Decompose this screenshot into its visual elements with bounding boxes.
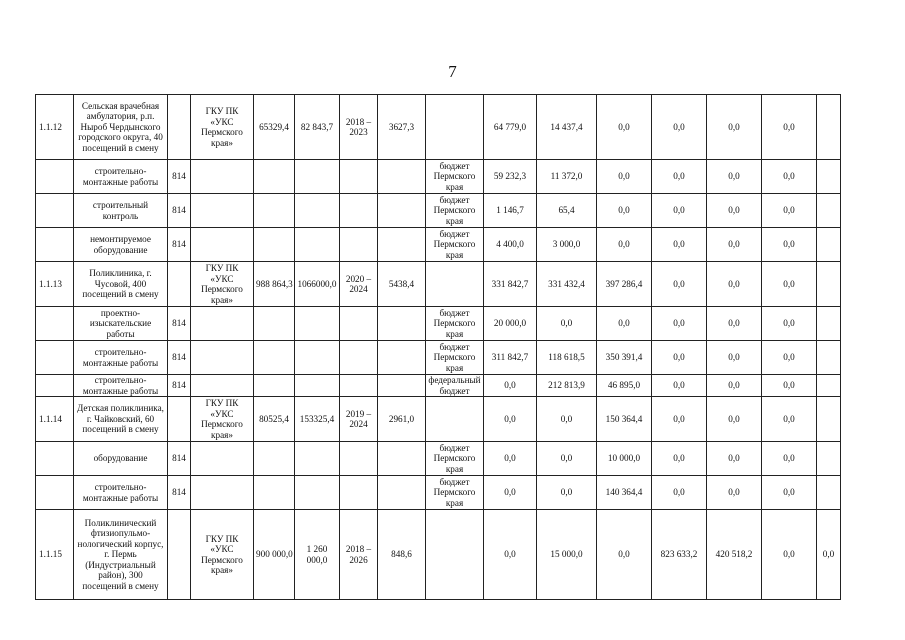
value-2: 11 372,0 bbox=[537, 160, 597, 194]
value-7 bbox=[817, 95, 841, 160]
customer bbox=[191, 194, 254, 228]
table-row bbox=[36, 95, 841, 160]
table-row bbox=[36, 341, 841, 375]
value-7 bbox=[817, 160, 841, 194]
table-row bbox=[36, 510, 841, 600]
value-6: 0,0 bbox=[762, 341, 817, 375]
value-7 bbox=[817, 307, 841, 341]
value-3: 10 000,0 bbox=[597, 442, 652, 476]
period bbox=[340, 194, 378, 228]
customer: ГКУ ПК «УКС Пермского края» bbox=[191, 510, 254, 600]
period bbox=[340, 375, 378, 397]
value-6: 0,0 bbox=[762, 397, 817, 442]
customer: ГКУ ПК «УКС Пермского края» bbox=[191, 262, 254, 307]
value-2: 14 437,4 bbox=[537, 95, 597, 160]
estimated-cost: 900 000,0 bbox=[254, 510, 295, 600]
object-name: Сельская врачебная амбулатория, р.п. Ныроб Чердынского городского округа, 40 посещений в смену bbox=[74, 95, 168, 160]
funding-source bbox=[426, 510, 484, 600]
value-5: 420 518,2 bbox=[707, 510, 762, 600]
table-row bbox=[36, 442, 841, 476]
investment-table bbox=[35, 94, 841, 600]
funding-source bbox=[426, 262, 484, 307]
row-code bbox=[36, 341, 74, 375]
area bbox=[378, 476, 426, 510]
object-name: Поликлиника, г. Чусовой, 400 посещений в смену bbox=[74, 262, 168, 307]
value-6: 0,0 bbox=[762, 442, 817, 476]
row-code bbox=[36, 194, 74, 228]
value-5: 0,0 bbox=[707, 160, 762, 194]
customer bbox=[191, 307, 254, 341]
object-name: строительно-монтажные работы bbox=[74, 160, 168, 194]
value-4: 0,0 bbox=[652, 307, 707, 341]
value-5: 0,0 bbox=[707, 375, 762, 397]
value-5: 0,0 bbox=[707, 228, 762, 262]
value-2: 0,0 bbox=[537, 476, 597, 510]
table-row bbox=[36, 375, 841, 397]
row-code: 1.1.12 bbox=[36, 95, 74, 160]
grbs-code: 814 bbox=[168, 375, 191, 397]
object-name: немонтируемое оборудование bbox=[74, 228, 168, 262]
estimated-cost: 80525,4 bbox=[254, 397, 295, 442]
total-cost bbox=[295, 194, 340, 228]
value-1: 0,0 bbox=[484, 375, 537, 397]
total-cost: 1 260 000,0 bbox=[295, 510, 340, 600]
estimated-cost: 65329,4 bbox=[254, 95, 295, 160]
grbs-code: 814 bbox=[168, 476, 191, 510]
customer bbox=[191, 228, 254, 262]
funding-source: бюджет Пермского края bbox=[426, 160, 484, 194]
object-name: строительный контроль bbox=[74, 194, 168, 228]
value-2: 65,4 bbox=[537, 194, 597, 228]
row-code bbox=[36, 160, 74, 194]
value-6: 0,0 bbox=[762, 95, 817, 160]
value-7 bbox=[817, 442, 841, 476]
value-4: 0,0 bbox=[652, 160, 707, 194]
value-4: 0,0 bbox=[652, 95, 707, 160]
period bbox=[340, 160, 378, 194]
grbs-code bbox=[168, 95, 191, 160]
object-name: Поликлинический фтизиопульмо-нологический корпус, г. Пермь (Индустриальный район), 300 посещений в смену bbox=[74, 510, 168, 600]
customer bbox=[191, 160, 254, 194]
value-6: 0,0 bbox=[762, 228, 817, 262]
value-5: 0,0 bbox=[707, 341, 762, 375]
area: 848,6 bbox=[378, 510, 426, 600]
value-5: 0,0 bbox=[707, 442, 762, 476]
value-2: 212 813,9 bbox=[537, 375, 597, 397]
value-6: 0,0 bbox=[762, 194, 817, 228]
total-cost bbox=[295, 341, 340, 375]
grbs-code: 814 bbox=[168, 341, 191, 375]
value-3: 0,0 bbox=[597, 194, 652, 228]
value-4: 0,0 bbox=[652, 262, 707, 307]
funding-source bbox=[426, 397, 484, 442]
funding-source: бюджет Пермского края bbox=[426, 341, 484, 375]
value-3: 397 286,4 bbox=[597, 262, 652, 307]
grbs-code: 814 bbox=[168, 194, 191, 228]
area bbox=[378, 442, 426, 476]
value-1: 0,0 bbox=[484, 510, 537, 600]
value-3: 46 895,0 bbox=[597, 375, 652, 397]
period bbox=[340, 442, 378, 476]
value-7 bbox=[817, 228, 841, 262]
total-cost: 1066000,0 bbox=[295, 262, 340, 307]
table-row bbox=[36, 194, 841, 228]
value-4: 0,0 bbox=[652, 375, 707, 397]
value-7 bbox=[817, 194, 841, 228]
area bbox=[378, 375, 426, 397]
period bbox=[340, 341, 378, 375]
row-code: 1.1.13 bbox=[36, 262, 74, 307]
customer bbox=[191, 375, 254, 397]
value-7 bbox=[817, 375, 841, 397]
grbs-code: 814 bbox=[168, 307, 191, 341]
total-cost bbox=[295, 442, 340, 476]
value-1: 0,0 bbox=[484, 476, 537, 510]
table-row bbox=[36, 262, 841, 307]
value-4: 0,0 bbox=[652, 228, 707, 262]
grbs-code: 814 bbox=[168, 160, 191, 194]
funding-source: бюджет Пермского края bbox=[426, 228, 484, 262]
value-6: 0,0 bbox=[762, 476, 817, 510]
object-name: проектно-изыскательские работы bbox=[74, 307, 168, 341]
customer bbox=[191, 476, 254, 510]
value-3: 0,0 bbox=[597, 510, 652, 600]
table-row bbox=[36, 228, 841, 262]
value-7 bbox=[817, 341, 841, 375]
value-1: 20 000,0 bbox=[484, 307, 537, 341]
value-4: 0,0 bbox=[652, 397, 707, 442]
funding-source bbox=[426, 95, 484, 160]
table-row bbox=[36, 476, 841, 510]
period: 2019 – 2024 bbox=[340, 397, 378, 442]
value-3: 150 364,4 bbox=[597, 397, 652, 442]
value-4: 0,0 bbox=[652, 194, 707, 228]
customer: ГКУ ПК «УКС Пермского края» bbox=[191, 95, 254, 160]
estimated-cost bbox=[254, 341, 295, 375]
period: 2018 – 2026 bbox=[340, 510, 378, 600]
customer: ГКУ ПК «УКС Пермского края» bbox=[191, 397, 254, 442]
funding-source: бюджет Пермского края bbox=[426, 194, 484, 228]
total-cost bbox=[295, 307, 340, 341]
value-4: 0,0 bbox=[652, 476, 707, 510]
funding-source: бюджет Пермского края bbox=[426, 307, 484, 341]
total-cost bbox=[295, 228, 340, 262]
table-row bbox=[36, 307, 841, 341]
area bbox=[378, 228, 426, 262]
value-2: 0,0 bbox=[537, 307, 597, 341]
value-5: 0,0 bbox=[707, 307, 762, 341]
row-code: 1.1.14 bbox=[36, 397, 74, 442]
value-5: 0,0 bbox=[707, 194, 762, 228]
table-row bbox=[36, 160, 841, 194]
value-4: 823 633,2 bbox=[652, 510, 707, 600]
total-cost bbox=[295, 375, 340, 397]
total-cost bbox=[295, 160, 340, 194]
estimated-cost bbox=[254, 442, 295, 476]
estimated-cost bbox=[254, 228, 295, 262]
customer bbox=[191, 442, 254, 476]
funding-source: бюджет Пермского края bbox=[426, 476, 484, 510]
value-5: 0,0 bbox=[707, 95, 762, 160]
value-1: 1 146,7 bbox=[484, 194, 537, 228]
object-name: оборудование bbox=[74, 442, 168, 476]
value-2: 118 618,5 bbox=[537, 341, 597, 375]
area: 2961,0 bbox=[378, 397, 426, 442]
grbs-code: 814 bbox=[168, 442, 191, 476]
area: 3627,3 bbox=[378, 95, 426, 160]
total-cost: 153325,4 bbox=[295, 397, 340, 442]
estimated-cost bbox=[254, 194, 295, 228]
area bbox=[378, 160, 426, 194]
estimated-cost bbox=[254, 375, 295, 397]
value-1: 0,0 bbox=[484, 397, 537, 442]
row-code bbox=[36, 476, 74, 510]
total-cost: 82 843,7 bbox=[295, 95, 340, 160]
value-3: 0,0 bbox=[597, 95, 652, 160]
value-1: 64 779,0 bbox=[484, 95, 537, 160]
row-code bbox=[36, 375, 74, 397]
value-4: 0,0 bbox=[652, 341, 707, 375]
value-3: 0,0 bbox=[597, 228, 652, 262]
row-code bbox=[36, 307, 74, 341]
value-7 bbox=[817, 476, 841, 510]
value-7 bbox=[817, 397, 841, 442]
estimated-cost bbox=[254, 160, 295, 194]
period: 2020 – 2024 bbox=[340, 262, 378, 307]
area: 5438,4 bbox=[378, 262, 426, 307]
value-2: 15 000,0 bbox=[537, 510, 597, 600]
value-6: 0,0 bbox=[762, 307, 817, 341]
funding-source: федеральный бюджет bbox=[426, 375, 484, 397]
area bbox=[378, 194, 426, 228]
estimated-cost bbox=[254, 476, 295, 510]
grbs-code bbox=[168, 262, 191, 307]
value-2: 0,0 bbox=[537, 442, 597, 476]
value-6: 0,0 bbox=[762, 510, 817, 600]
area bbox=[378, 341, 426, 375]
object-name: строительно-монтажные работы bbox=[74, 375, 168, 397]
page-number: 7 bbox=[448, 62, 457, 81]
area bbox=[378, 307, 426, 341]
value-7 bbox=[817, 262, 841, 307]
value-2: 331 432,4 bbox=[537, 262, 597, 307]
value-1: 331 842,7 bbox=[484, 262, 537, 307]
customer bbox=[191, 341, 254, 375]
value-6: 0,0 bbox=[762, 375, 817, 397]
value-2: 3 000,0 bbox=[537, 228, 597, 262]
value-3: 350 391,4 bbox=[597, 341, 652, 375]
value-3: 0,0 bbox=[597, 307, 652, 341]
value-3: 140 364,4 bbox=[597, 476, 652, 510]
table-row bbox=[36, 397, 841, 442]
value-5: 0,0 bbox=[707, 476, 762, 510]
row-code bbox=[36, 228, 74, 262]
period bbox=[340, 228, 378, 262]
period: 2018 – 2023 bbox=[340, 95, 378, 160]
value-5: 0,0 bbox=[707, 397, 762, 442]
period bbox=[340, 476, 378, 510]
estimated-cost bbox=[254, 307, 295, 341]
value-5: 0,0 bbox=[707, 262, 762, 307]
grbs-code: 814 bbox=[168, 228, 191, 262]
estimated-cost: 988 864,3 bbox=[254, 262, 295, 307]
value-6: 0,0 bbox=[762, 160, 817, 194]
value-1: 311 842,7 bbox=[484, 341, 537, 375]
value-2: 0,0 bbox=[537, 397, 597, 442]
value-4: 0,0 bbox=[652, 442, 707, 476]
grbs-code bbox=[168, 397, 191, 442]
value-1: 0,0 bbox=[484, 442, 537, 476]
row-code bbox=[36, 442, 74, 476]
value-1: 59 232,3 bbox=[484, 160, 537, 194]
total-cost bbox=[295, 476, 340, 510]
object-name: строительно-монтажные работы bbox=[74, 476, 168, 510]
object-name: строительно-монтажные работы bbox=[74, 341, 168, 375]
period bbox=[340, 307, 378, 341]
funding-source: бюджет Пермского края bbox=[426, 442, 484, 476]
value-6: 0,0 bbox=[762, 262, 817, 307]
object-name: Детская поликлиника, г. Чайковский, 60 посещений в смену bbox=[74, 397, 168, 442]
row-code: 1.1.15 bbox=[36, 510, 74, 600]
value-1: 4 400,0 bbox=[484, 228, 537, 262]
grbs-code bbox=[168, 510, 191, 600]
value-3: 0,0 bbox=[597, 160, 652, 194]
value-7: 0,0 bbox=[817, 510, 841, 600]
